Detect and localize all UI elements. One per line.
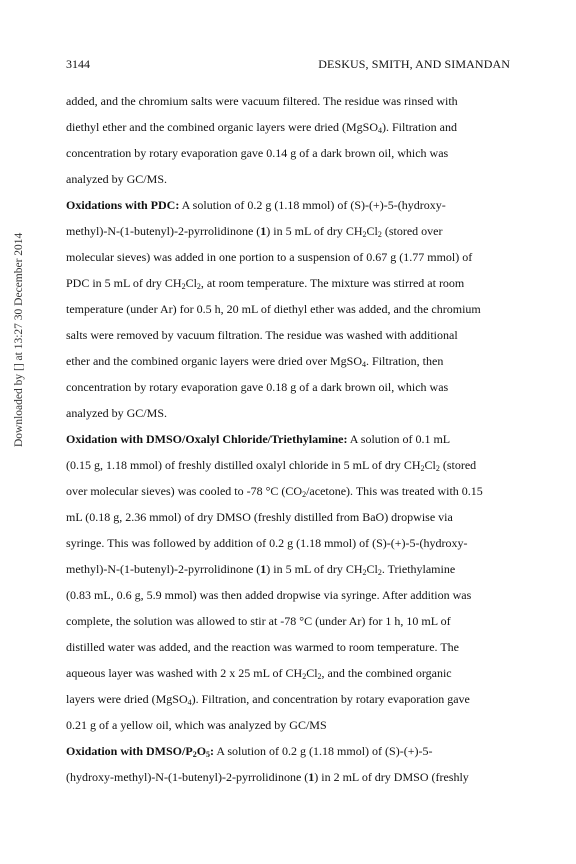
text-line: temperature (under Ar) for 0.5 h, 20 mL of diethyl ether was added, and the chromium — [66, 302, 481, 316]
text-line: PDC in 5 mL of dry $CH_2Cl_2$, at room temperature. The mixture was stirred at room — [66, 276, 465, 291]
section-heading-pdc: Oxidations with PDC: — [66, 198, 180, 212]
text-line: analyzed by GC/MS. — [66, 172, 167, 186]
text-line: concentration by rotary evaporation gave 0.14 g of a dark brown oil, which was — [66, 146, 449, 160]
text-line: ether and the combined organic layers were dried over MgSO$_4$. Filtration, then — [66, 354, 444, 369]
text-line: complete, the solution was allowed to stir at -78 °C (under Ar) for 1 h, 10 mL of — [66, 614, 451, 628]
text-line: over molecular sieves) was cooled to -78 °C $(CO_2/acetone)$. This was treated with 0.15 — [66, 484, 483, 499]
text-line: aqueous layer was washed with 2 x 25 mL of $CH_2Cl_2$, and the combined organic — [66, 666, 452, 681]
text-line: methyl)-N-(1-butenyl)-2-pyrrolidinone (1) in 5 mL of dry $CH_2Cl_2$ (stored over — [66, 224, 443, 239]
section-heading-p2o5: Oxidation with DMSO/P — [66, 744, 193, 758]
text-line: 0.21 g of a yellow oil, which was analyzed by GC/MS — [66, 718, 327, 732]
text-line: (0.83 mL, 0.6 g, 5.9 mmol) was then added dropwise via syringe. After addition was — [66, 588, 472, 602]
text-line: molecular sieves) was added in one portion to a suspension of 0.67 g (1.77 mmol) of — [66, 250, 473, 264]
page-number: 3144 — [66, 57, 90, 71]
text-line: (0.15 g, 1.18 mmol) of freshly distilled oxalyl chloride in 5 mL of dry $CH_2Cl_2$ (stored — [66, 458, 477, 473]
text-line: (hydroxy-methyl)-N-(1-butenyl)-2-pyrrolidinone (1) in 2 mL of dry DMSO (freshly — [66, 770, 469, 784]
text-line: syringe. This was followed by addition of 0.2 g (1.18 mmol) of (S)-(+)-5-(hydroxy- — [66, 536, 468, 550]
text-line: methyl)-N-(1-butenyl)-2-pyrrolidinone (1) in 5 mL of dry $CH_2Cl_2$. Triethylamine — [66, 562, 456, 577]
text-line: concentration by rotary evaporation gave 0.18 g of a dark brown oil, which was — [66, 380, 449, 394]
section-heading-oxalyl: Oxidation with DMSO/Oxalyl Chloride/Triethylamine: — [66, 432, 348, 446]
text-line: Oxidation with DMSO/Oxalyl Chloride/Triethylamine: A solution of 0.1 mL — [66, 432, 451, 446]
text-line: diethyl ether and the combined organic layers were dried (MgSO$_4$). Filtration and — [66, 120, 458, 135]
running-head: DESKUS, SMITH, AND SIMANDAN — [318, 57, 510, 71]
text-line: Oxidations with PDC: A solution of 0.2 g (1.18 mmol) of (S)-(+)-5-(hydroxy- — [66, 198, 446, 212]
text-line: analyzed by GC/MS. — [66, 406, 167, 420]
text-line: Oxidation with DMSO/$P_2O_5$: A solution of 0.2 g (1.18 mmol) of (S)-(+)-5- — [66, 744, 433, 759]
text-line: added, and the chromium salts were vacuum filtered. The residue was rinsed with — [66, 94, 458, 108]
text-line: layers were dried (MgSO$_4$). Filtration, and concentration by rotary evaporation gave — [66, 692, 470, 707]
text-line: salts were removed by vacuum filtration. The residue was washed with additional — [66, 328, 458, 342]
download-notice: Downloaded by [] at 13:27 30 December 2014 — [13, 232, 25, 447]
text-line: distilled water was added, and the reaction was warmed to room temperature. The — [66, 640, 459, 654]
text-line: mL (0.18 g, 2.36 mmol) of dry DMSO (freshly distilled from BaO) dropwise via — [66, 510, 453, 524]
